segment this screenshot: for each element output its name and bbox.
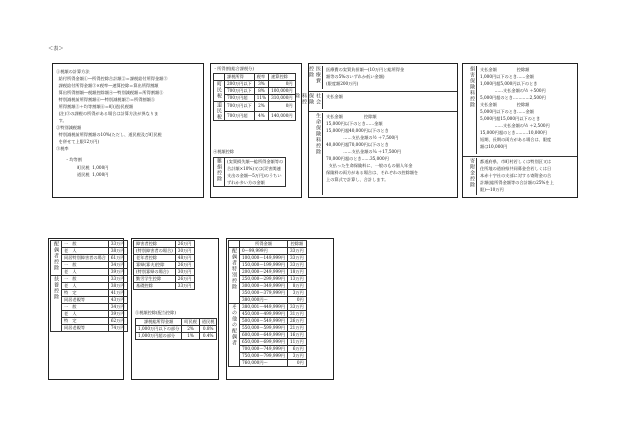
column-header: 税率 [254,74,268,81]
table-row: 700万円超 11% 310,000円 [214,95,296,102]
table-row: 760,000円～ 0円 [229,360,307,367]
deduction-text: 1,000円超5,000円以下のとき [480,81,538,86]
credit-label: 雑損控除 [214,158,225,187]
table-row: 老 人 38万円 [51,283,128,290]
deduction-text: 本赤十字社の支部に対する寄附金の合 [480,173,552,178]
table-row: 550,000～599,999円 21万円 [229,325,307,332]
credit-line: 支出の金額―5万円)のうちい [227,173,282,178]
table-header: 所得金額 控除額 [229,241,307,248]
deduction-panel [294,63,458,198]
table-row: 380,000円～ 0円 [229,297,307,304]
deduction-label: 医療費控除 [310,66,323,89]
deduction-row [309,111,457,197]
deduction-text: 限)―10万円 [480,187,504,192]
deduction-text: 額等の5%のいずれか低い金額) [326,74,385,79]
deduction-text: 5,000円超のとき…………2,500円 [480,95,546,100]
table-row: 特 定 62万円 [51,318,128,325]
income-rate-panel [210,63,302,198]
table-row: 老 人 39万円 [51,311,128,318]
table-row: 扶養控除 一 般 33万円 [51,276,128,283]
deduction-text: ……支払金額の½ ＋2,500円 [480,123,550,128]
table-row: 特 定 41万円 [51,290,128,297]
table-row: 500,000～549,999円 26万円 [229,318,307,325]
dependent-table [50,240,128,332]
table-row: 1,000万円超の部分 1% 0.4% [136,333,217,340]
spouse-special-table [228,240,307,367]
calc-line: を併せて上限12万円) [56,139,100,144]
deduction-text: 15,000円超40,000円以下のとき [326,128,389,133]
credit-line: ずれか多い方の金額 [227,180,265,185]
deduction-text: 額は10,000円 [480,144,508,149]
table-row: 寡婦(寡夫)控除 26万円 [134,262,195,269]
deduction-text: 1,000円以下のとき……金額 [480,74,534,79]
credit-line: 合計額×10%)又は(災害関連 [227,166,281,171]
table-row: 600,000～649,999円 16万円 [229,332,307,339]
calc-line: ①税額の計算方法 [56,69,90,74]
deduction-label: 損害保険料控除 [464,66,477,154]
table-row: 同居老親等 74万円 [51,325,128,332]
credit-line: (実質損失額―総所得金額等の [227,159,284,164]
deduction-label: 社会保険料控除 [310,93,323,109]
deduction-row [309,64,457,92]
calc-line: 課税給付所得金額③×税率―速算控除＝算出所得割額 [56,83,159,88]
calculation-text [56,68,168,152]
calc-line: 算出所得割額―税額控除額④―特別減税額＝所得割額⑤ [56,90,164,95]
table-header: 課税総所得金額 町民税 道民税 [136,319,217,326]
deduction-text: 支払金額 控除額 [326,114,377,119]
credit-text [225,158,286,187]
calc-line: 特別減税前所得割額⑥―特別減税額⑦＝所得割額⑤ [56,97,155,102]
deduction-text: 支払金額 控除額 [480,102,530,107]
page-header: ＜表＞ [48,46,64,52]
table-row: 町民税 200万円以下 3% 0円 [214,81,296,88]
deduction-text: 5,000円以下のとき……金額 [480,109,534,114]
rate-row: 町民税 1,000円 [77,165,109,170]
calc-line: 給付所得金額①―所得控除合計額②＝課税給付所得金額③ [56,76,168,81]
dependent-deduction-panel [48,238,124,380]
table-row [214,158,286,187]
dividend-table [135,318,217,340]
deduction-text: 支払金額 [326,94,343,99]
group-label: その他の配偶者 [229,304,240,367]
income-rate-table [213,73,296,121]
table-row: 老 人 39万円 [51,269,128,276]
deduction-row [294,91,457,112]
table-row: 650,000～699,999円 11万円 [229,339,307,346]
table-row: 750,000～799,999円 3万円 [229,353,307,360]
deduction-text: 住所地の道府県共同募金会若しくは日 [480,166,552,171]
deduction-text: 短期、長期の両方がある場合は、限度 [480,137,552,142]
table-row: 同居特別障害者の場合 61万円 [51,255,128,262]
table-row: 300,000～349,999円 8万円 [229,283,307,290]
pref-label: 道民税 [214,102,225,121]
table-header [214,74,296,81]
deduction-text: 計額(総所得金額等の合計額の25%を上 [480,180,554,185]
table-row: 基礎控除 33万円 [134,283,195,290]
table-row: 同居老親等 43万円 [51,297,128,304]
table-row: 700万円以下 8% 100,000円 [214,88,296,95]
deduction-text: 支払金額 控除額 [480,67,530,72]
credit-title: ④税額控除 [213,149,234,154]
group-label: 配偶者特別控除 [229,248,240,304]
deduction-text: 保険料の両方がある場合は、それぞれの控除額を [326,170,419,175]
table-row: 配偶者特別控除 0～99,999円 33万円 [229,248,307,255]
calc-line: 特別減税前所得割額の10%(ただし、道民税及び町民税 [56,132,162,137]
deduction-label: 寄附金控除 [464,158,477,195]
calc-line: す。 [56,118,67,123]
rate-row: 道民税 1,000円 [77,172,109,177]
table-row: 老年者控除 48万円 [134,255,195,262]
table-row: 配偶者控除 一 般 33万円 [51,241,128,248]
table-row: (特別寡婦の場合) 30万円 [134,269,195,276]
deduction-label: 生命保険料控除 [310,113,323,195]
deduction-text: ……支払金額の½ ＋500円 [480,88,546,93]
deduction-text: ……支払金額の½ ＋7,500円 [326,135,399,140]
rate-title: ・均等割 [65,157,82,162]
deduction-text: 都道府県、市町村若しくは特別区又は [480,159,552,164]
insurance-deduction-panel [462,63,578,198]
deduction-text: 15,000円以下のとき……金額 [326,121,383,126]
calc-line: (注)③の課税の所得がある場合は計算方法が異なりま [56,111,159,116]
deduction-text: 40,000円超70,000円以下のとき [326,142,389,147]
credit-table [213,157,286,187]
tax-calculation-panel [52,63,204,198]
table-row: 150,000～199,999円 33万円 [229,262,307,269]
rate-table-title: ・所得割(総合課税分) [213,66,254,71]
deduction-text: 15,000円超のとき………10,000円 [480,130,547,135]
deduction-text: 70,000円超のとき……35,000円 [326,156,389,161]
table-row: 勤労学生控除 26万円 [134,276,195,283]
deduction-text: 5,000円超15,000円以下のとき [480,116,541,121]
table-row: 障害者控除 26万円 [134,241,195,248]
calc-line: ②特別減税額 [56,125,82,130]
deduction-row [463,156,577,197]
spouse-special-panel [226,238,334,380]
table-row: (特別障害者の場合) 30万円 [134,248,195,255]
table-row: 700,000～749,999円 6万円 [229,346,307,353]
other-deduction-table [133,240,195,290]
column-header: 速算控除 [269,74,296,81]
other-deduction-panel [131,238,219,380]
deduction-text: 上の算式で計算し、合計します。 [326,177,389,182]
table-row: 100,000～149,999円 33万円 [229,255,307,262]
column-header: 課税所得 [225,74,255,81]
table-row: その他の配偶者 380,001～449,999円 33万円 [229,304,307,311]
table-row: 1,000万円以下の部分 2% 0.8% [136,326,217,333]
rate-list [77,164,108,178]
table-row: 350,000～379,999円 3万円 [229,290,307,297]
deduction-row [463,64,577,157]
deduction-text: 支払った生命保険料に、一般のもの個人年金 [326,163,413,168]
dividend-title: ⑤税額控除(配当控除) [135,310,176,315]
table-row: 一 般 34万円 [51,304,128,311]
calc-line: ③税率 [56,146,69,151]
town-label: 町民税 [214,81,225,102]
calc-line: 所得割額⑤＋均等割額⑥＝町(道)民税額 [56,104,134,109]
table-row: 一 般 34万円 [51,262,128,269]
deduction-text: (限度額200万円) [326,81,359,86]
table-row: 200,000～249,999円 18万円 [229,269,307,276]
group-label: 扶養控除 [51,276,62,332]
table-row: 道民税 700万円以下 2% 0円 [214,102,296,112]
table-row: 450,000～499,999円 31万円 [229,311,307,318]
deduction-text: 医療費の実質負担額―(10万円と総所得金 [326,67,405,72]
deduction-text: ……支払金額の¼ ＋17,500円 [326,149,402,154]
group-label: 配偶者控除 [51,241,62,276]
table-row: 250,000～299,999円 13万円 [229,276,307,283]
table-row: 老 人 38万円 [51,248,128,255]
table-row: 700万円超 4% 140,000円 [214,111,296,121]
